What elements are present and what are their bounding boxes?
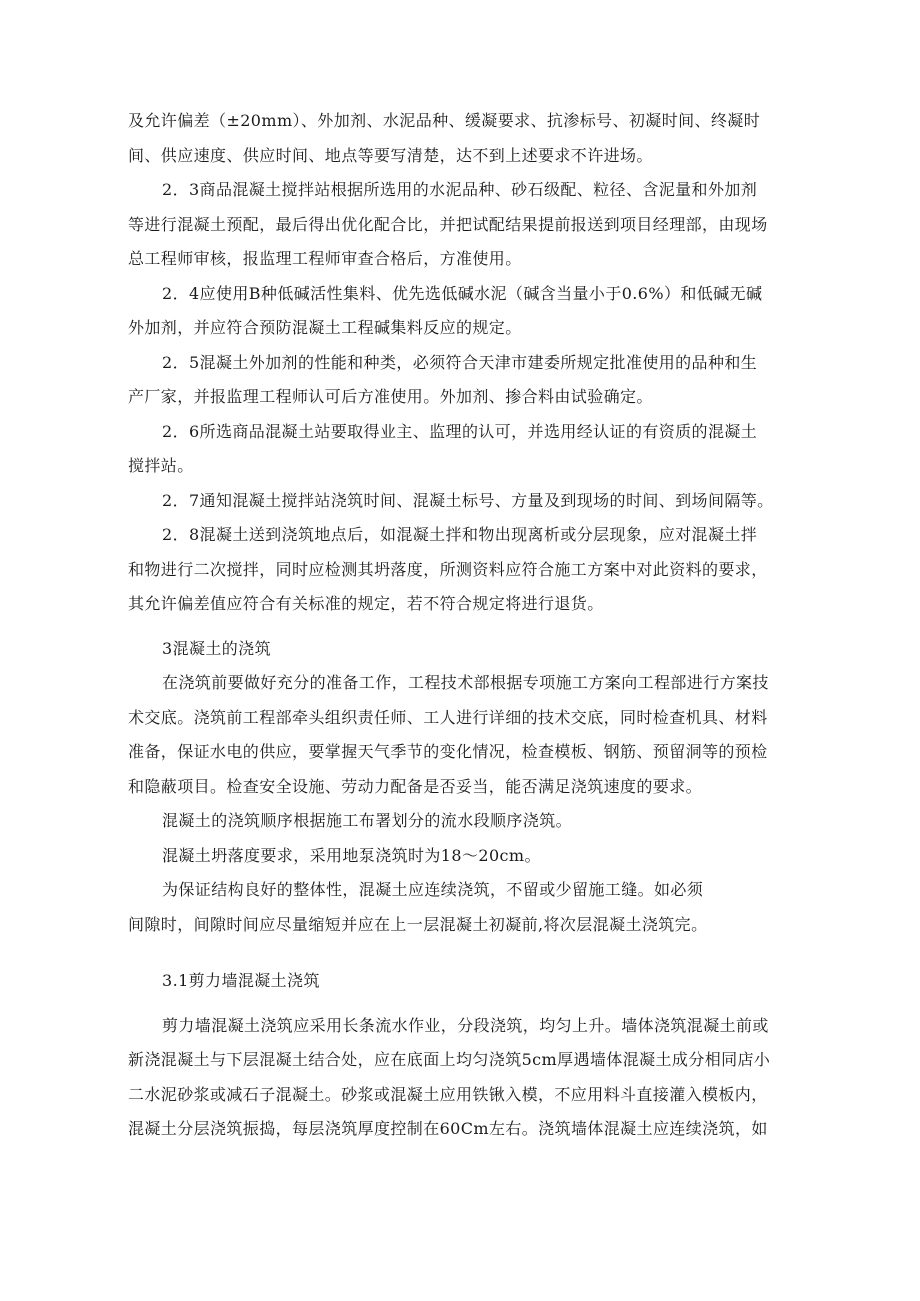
text-line: 在浇筑前要做好充分的准备工作，工程技术部根据专项施工方案向工程部进行方案技: [162, 673, 769, 692]
text-line: 混凝土的浇筑顺序根据施工布署划分的流水段顺序浇筑。: [162, 811, 573, 830]
clause-2-6: 2．6所选商品混凝土站要取得业主、监理的认可，并选用经认证的有资质的混凝土: [162, 421, 758, 441]
text-line: 和物进行二次搅拌，同时应检测其坍落度，所测资料应符合施工方案中对此资料的要求，: [128, 559, 768, 579]
text-line: 产厂家，并报监理工程师认可后方准使用。外加剂、掺合料由试验确定。: [128, 387, 653, 406]
text-line: 和隐蔽项目。检查安全设施、劳动力配备是否妥当，能否满足浇筑速度的要求。: [128, 776, 703, 796]
text-line: 其允许偏差值应符合有关标准的规定，若不符合规定将进行退货。: [128, 594, 604, 613]
text-line: 剪力墙混凝土浇筑应采用长条流水作业，分段浇筑，均匀上升。墙体浇筑混凝土前或: [162, 1015, 769, 1035]
text-line: 间隙时，间隙时间应尽量缩短并应在上一层混凝土初凝前,将次层混凝土浇筑完。: [128, 914, 708, 934]
text-line: 混凝土坍落度要求，采用地泵浇筑时为18～20cm。: [162, 845, 541, 865]
text-line: 术交底。浇筑前工程部牵头组织责任师、工人进行详细的技术交底，同时检查机具、材料: [128, 707, 768, 727]
text-line: 总工程师审核，报监理工程师审查合格后，方准使用。: [128, 249, 522, 268]
text-line: 外加剂，并应符合预防混凝土工程碱集料反应的规定。: [128, 318, 522, 337]
section-heading-3-1: 3.1剪力墙混凝土浇筑: [162, 971, 320, 990]
document-body: [128, 104, 804, 1147]
clause-2-4: 2．4应使用B种低碱活性集料、优先选低碱水泥（碱含当量小于0.6%）和低碱无碱: [162, 283, 763, 303]
text-line: 混凝土分层浇筑振捣，每层浇筑厚度控制在60Cm左右。浇筑墙体混凝土应连续浇筑，如: [128, 1119, 768, 1138]
clause-2-8: 2．8混凝土送到浇筑地点后，如混凝土拌和物出现离析或分层现象，应对混凝土拌: [162, 525, 758, 544]
text-line: 新浇混凝土与下层混凝土结合处，应在底面上均匀浇筑5cm厚遇墙体混凝土成分相同店小: [128, 1050, 771, 1069]
section-heading-3: 3混凝土的浇筑: [162, 638, 271, 658]
text-line: 准备，保证水电的供应，要掌握天气季节的变化情况，检查模板、钢筋、预留洞等的预检: [128, 742, 768, 761]
clause-2-7: 2．7通知混凝土搅拌站浇筑时间、混凝土标号、方量及到现场的时间、到场间隔等。: [162, 490, 774, 510]
text-line: 等进行混凝土预配，最后得出优化配合比，并把试配结果提前报送到项目经理部，由现场: [128, 214, 768, 234]
text-line: 间、供应速度、供应时间、地点等要写清楚，达不到上述要求不许进场。: [128, 145, 653, 165]
text-line: 二水泥砂浆或减石子混凝土。砂浆或混凝土应用铁锹入模，不应用料斗直接灌入模板内，: [128, 1084, 768, 1104]
clause-2-5: 2．5混凝土外加剂的性能和种类，必须符合天津市建委所规定批准使用的品种和生: [162, 352, 758, 372]
text-line: 搅拌站。: [128, 456, 194, 475]
clause-2-3: 2．3商品混凝土搅拌站根据所选用的水泥品种、砂石级配、粒径、含泥量和外加剂: [162, 180, 758, 199]
text-line: 为保证结构良好的整体性，混凝土应连续浇筑，不留或少留施工缝。如必须: [162, 880, 704, 899]
text-line: 及允许偏差（±20mm）、外加剂、水泥品种、缓凝要求、抗渗标号、初凝时间、终凝时: [128, 111, 761, 130]
